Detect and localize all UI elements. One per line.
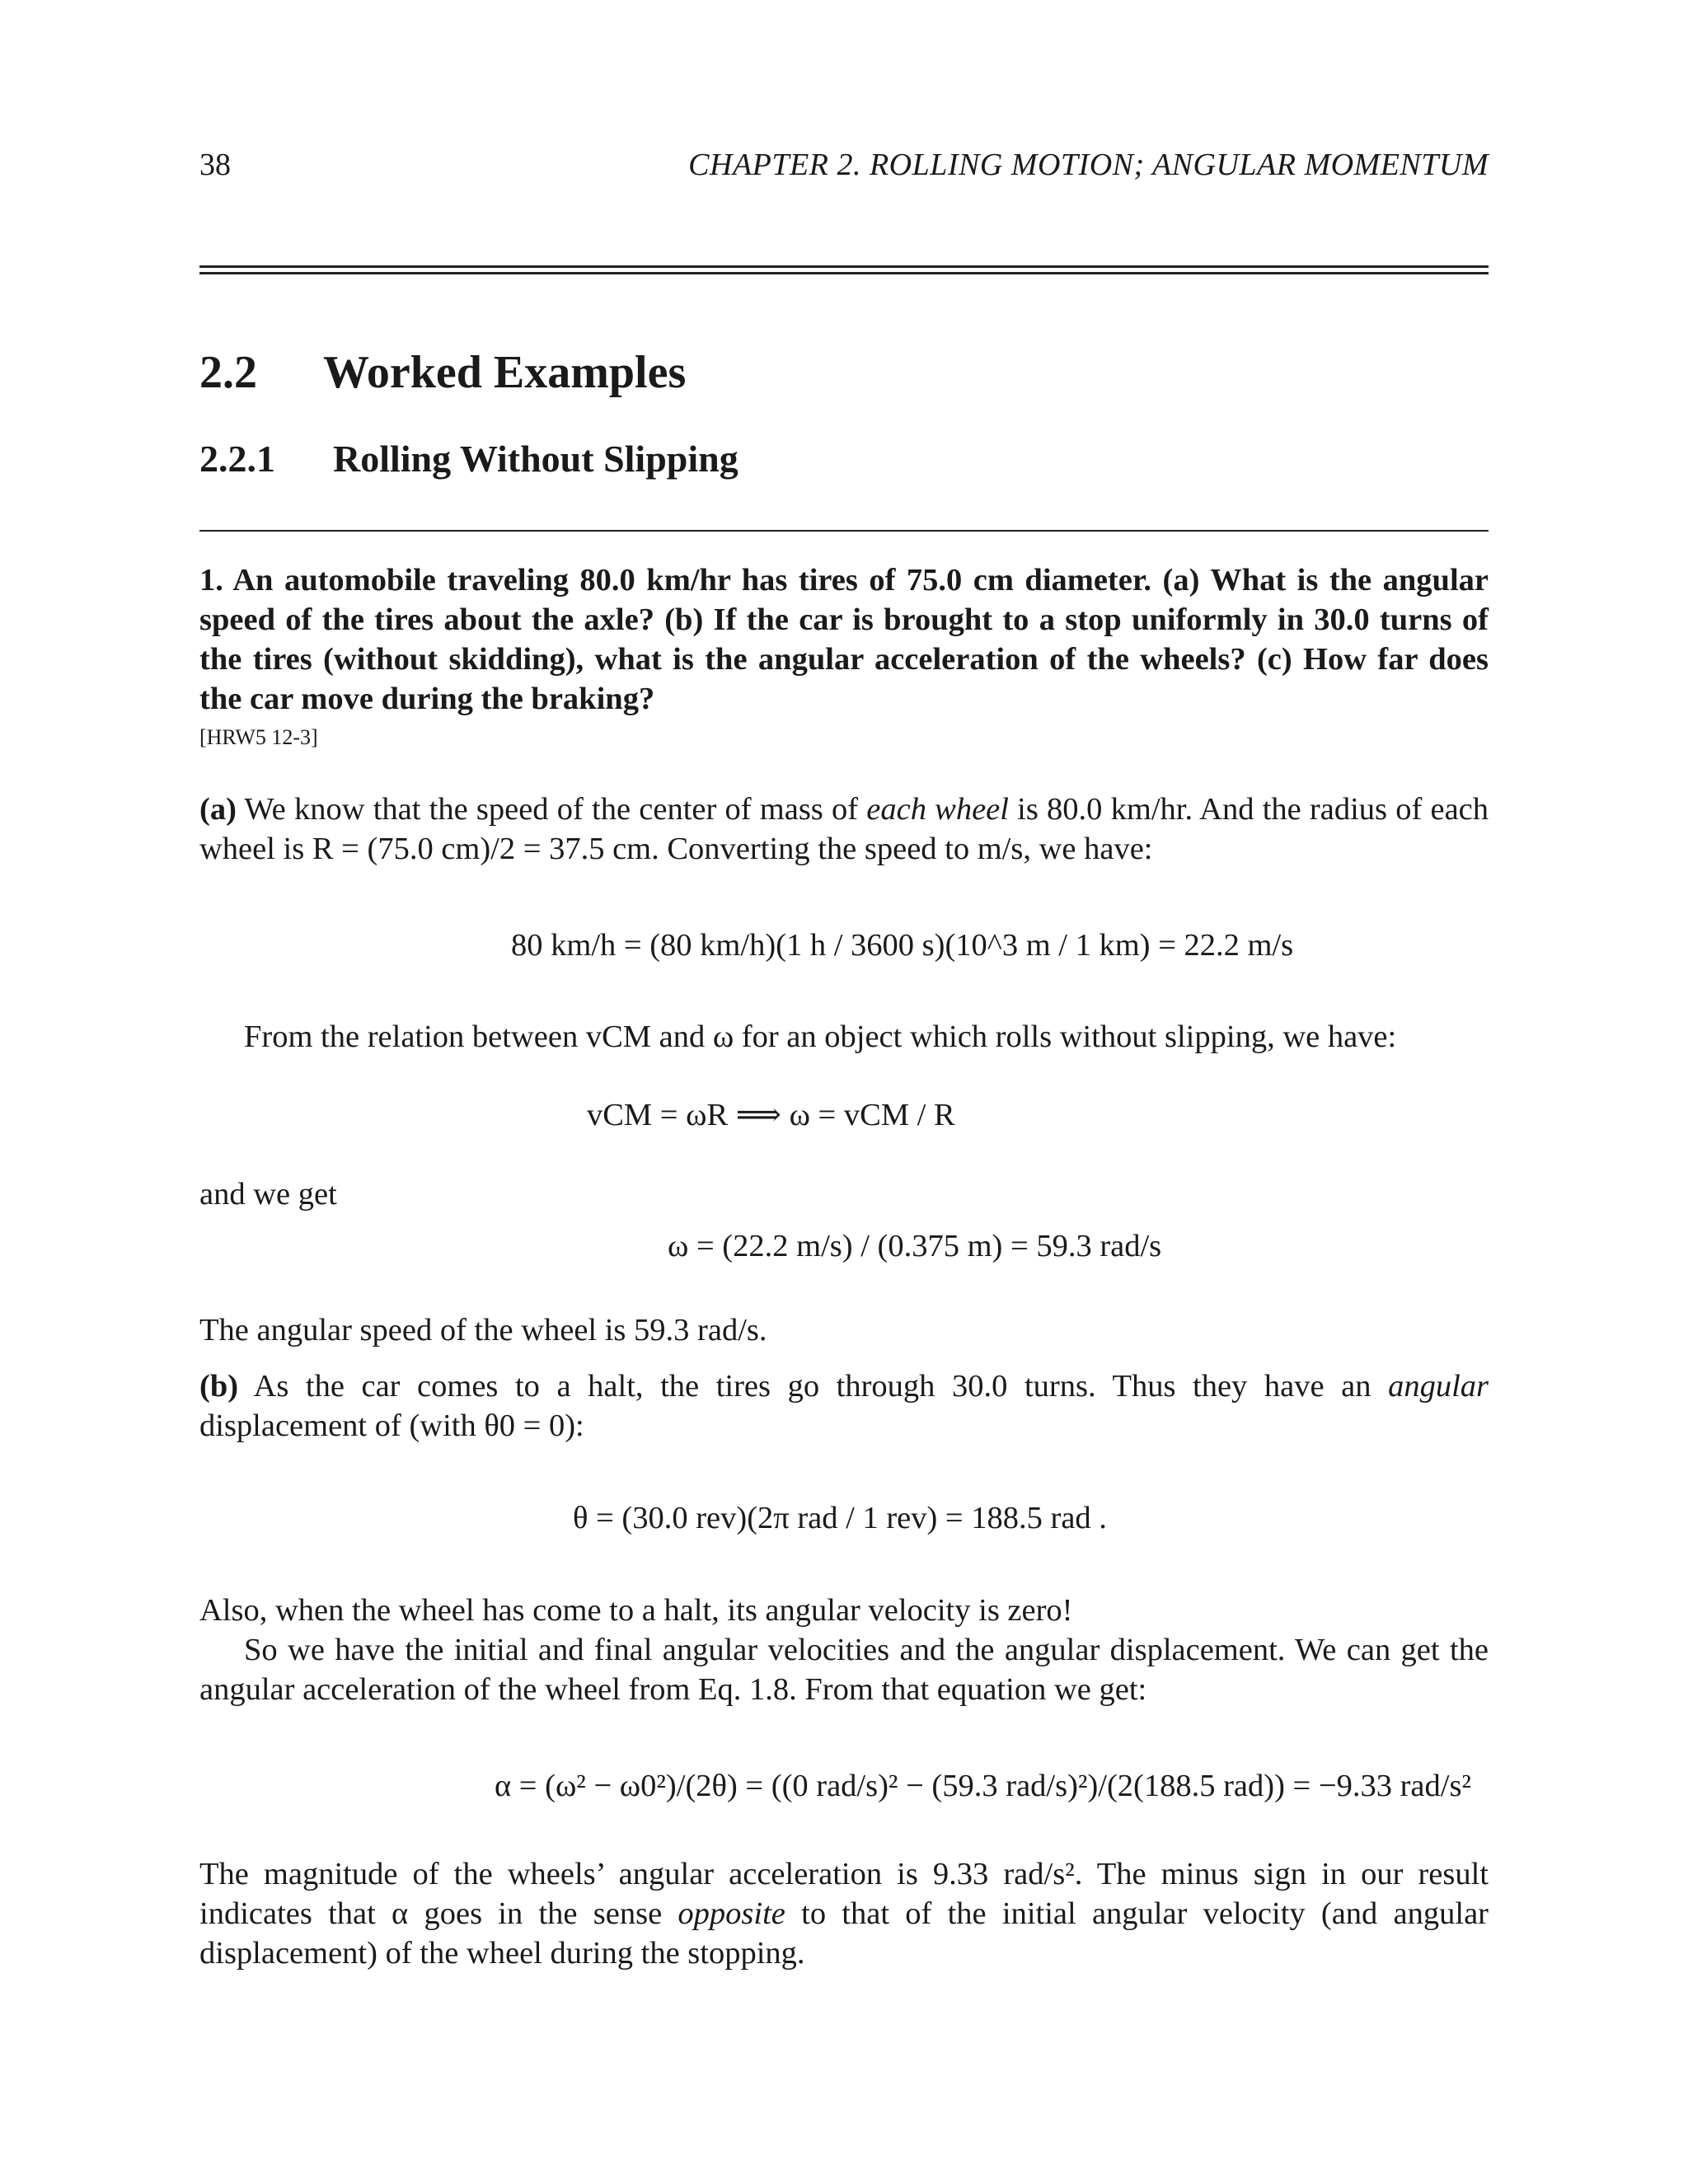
relation-text: From the relation between vCM and ω for an object which rolls without slipping, we have: xyxy=(244,1019,1397,1054)
part-b-intro-1: As the car comes to a halt, the tires go through 30.0 turns. Thus they have an xyxy=(238,1369,1389,1404)
problem-source: [HRW5 12-3] xyxy=(199,725,318,749)
magnitude-text xyxy=(199,1854,1489,1973)
part-b-label: (b) xyxy=(199,1369,239,1404)
part-a-result: The angular speed of the wheel is 59.3 rad/s. xyxy=(199,1313,767,1347)
problem-statement xyxy=(199,560,1489,719)
running-head: CHAPTER 2. ROLLING MOTION; ANGULAR MOMENTUM xyxy=(688,148,1489,182)
magnitude-text-2: to that of the initial angular velocity (and angular displacement) of the wheel during the stopping. xyxy=(199,1896,1489,1971)
part-b-intro-em: angular xyxy=(1388,1369,1489,1404)
subsection-heading xyxy=(199,437,738,480)
and-we-get: and we get xyxy=(199,1177,337,1212)
header-rule-bottom xyxy=(199,272,1489,274)
page-number: 38 xyxy=(199,148,231,182)
equation-rolling-relation: vCM = ωR ⟹ ω = vCM / R xyxy=(587,1098,955,1132)
header-rule-top xyxy=(199,265,1489,268)
subsection-title: Rolling Without Slipping xyxy=(333,438,738,480)
part-a-intro-1: We know that the speed of the center of mass of xyxy=(236,792,867,827)
section-heading xyxy=(199,346,686,399)
magnitude-text-1: The magnitude of the wheels’ angular acceleration is 9.33 rad/s². The minus sign in our result indicates that α goes in the sense xyxy=(199,1857,1489,1931)
section-title: Worked Examples xyxy=(323,347,687,398)
equation-omega: ω = (22.2 m/s) / (0.375 m) = 59.3 rad/s xyxy=(668,1229,1162,1263)
equation-theta: θ = (30.0 rev)(2π rad / 1 rev) = 188.5 rad . xyxy=(573,1501,1107,1535)
equation-alpha: α = (ω² − ω0²)/(2θ) = ((0 rad/s)² − (59.3 rad/s)²)/(2(188.5 rad)) = −9.33 rad/s² xyxy=(495,1769,1471,1803)
part-b-intro-2: displacement of (with θ0 = 0): xyxy=(199,1408,584,1443)
part-a-intro-em: each wheel xyxy=(866,792,1009,827)
part-a-intro-2: is 80.0 km/hr. And the radius of each wheel is R = (75.0 cm)/2 = 37.5 cm. Converting the speed to m/s, we have: xyxy=(199,792,1489,866)
subsection-number: 2.2.1 xyxy=(199,438,275,480)
so-text: So we have the initial and final angular velocities and the angular displacement. We can get the angular acceleration of the wheel from Eq. 1.8. From that equation we get: xyxy=(199,1633,1489,1707)
part-a-intro xyxy=(199,790,1489,869)
magnitude-text-em: opposite xyxy=(678,1896,785,1931)
part-b-intro xyxy=(199,1366,1489,1446)
section-number: 2.2 xyxy=(199,347,257,398)
halt-text: Also, when the wheel has come to a halt, its angular velocity is zero! xyxy=(199,1593,1073,1628)
equation-unit-conversion: 80 km/h = (80 km/h)(1 h / 3600 s)(10^3 m / 1 km) = 22.2 m/s xyxy=(511,928,1294,963)
problem-rule xyxy=(199,530,1489,532)
part-a-label: (a) xyxy=(199,792,237,827)
problem-text: 1. An automobile traveling 80.0 km/hr has tires of 75.0 cm diameter. (a) What is the angular speed of the tires about the axle? (b) If the car is brought to a stop uniformly in 30.0 turns of the tires (without skidding), what is the angular acceleration of the wheels? (c) How far does the car move during the braking? xyxy=(199,563,1489,716)
